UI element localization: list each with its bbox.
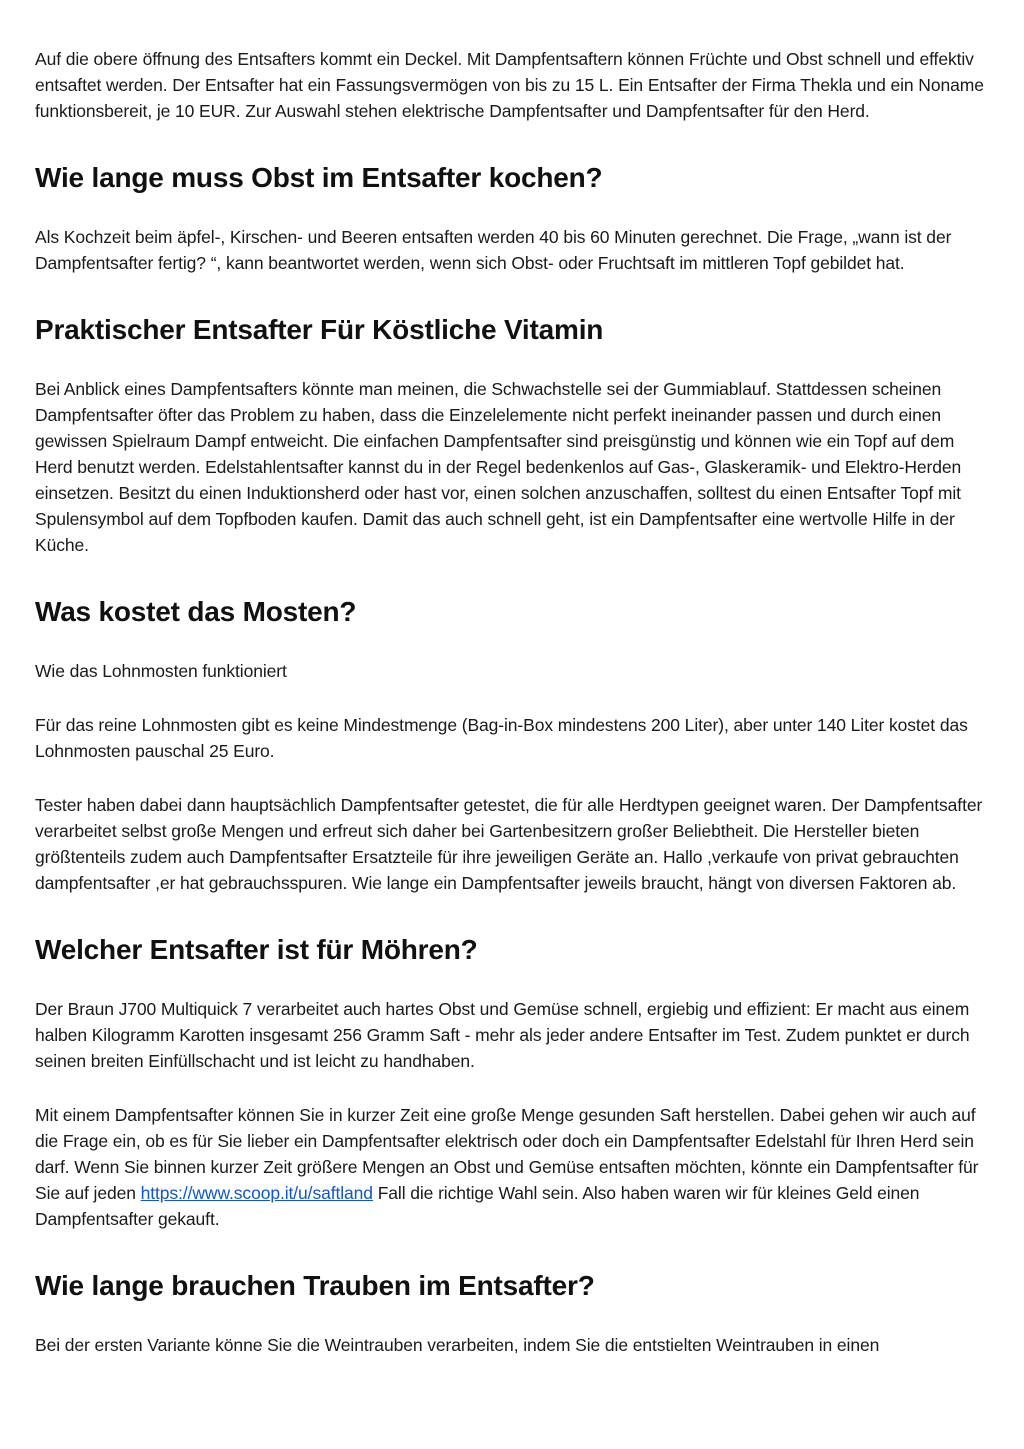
paragraph-tester: Tester haben dabei dann hauptsächlich Dampfentsafter getestet, die für alle Herdtypen geeignet waren. Der Dampfentsafter verarbeitet selbst große Mengen und erfreut sich daher bei Gartenbesitzern großer Beliebtheit. Die Hersteller bieten größtenteils zudem auch Dampfentsafter Ersatzteile für ihre jeweiligen Geräte an. Hallo ,verkaufe von privat gebrauchten dampfentsafter ,er hat gebrauchsspuren. Wie lange ein Dampfentsafter jeweils braucht, hängt von diversen Faktoren ab. bbox=[35, 795, 983, 893]
paragraph-lohnmosten-title: Wie das Lohnmosten funktioniert bbox=[35, 661, 287, 681]
heading-trauben: Wie lange brauchen Trauben im Entsafter? bbox=[35, 1270, 595, 1301]
paragraph-lohnmosten-cost: Für das reine Lohnmosten gibt es keine Mindestmenge (Bag-in-Box mindestens 200 Liter), aber unter 140 Liter kostet das Lohnmosten pauschal 25 Euro. bbox=[35, 715, 968, 761]
heading-praktischer-entsafter: Praktischer Entsafter Für Köstliche Vitamin bbox=[35, 314, 604, 345]
heading-mosten: Was kostet das Mosten? bbox=[35, 596, 357, 627]
paragraph-dampfentsafter-link bbox=[35, 1102, 995, 1232]
paragraph-kochzeit: Als Kochzeit beim äpfel-, Kirschen- und Beeren entsaften werden 40 bis 60 Minuten gerechnet. Die Frage, „wann ist der Dampfentsafter fertig? “, kann beantwortet werden, wenn sich Obst- oder Fruchtsaft im mittleren Topf gebildet hat. bbox=[35, 227, 952, 273]
document-body bbox=[35, 46, 995, 1386]
paragraph-text-before-link: Mit einem Dampfentsafter können Sie in kurzer Zeit eine große Menge gesunden Saft herstellen. Dabei gehen wir auch auf die Frage ein, ob es für Sie lieber ein Dampfentsafter elektrisch oder doch ein Dampfentsafter Edelstahl für Ihren Herd sein darf. Wenn Sie binnen kurzer Zeit größere Mengen an Obst und Gemüse entsaften möchten, könnte ein Dampfentsafter für Sie auf jeden bbox=[35, 1105, 979, 1203]
saftland-link[interactable]: https://www.scoop.it/u/saftland bbox=[140, 1183, 373, 1203]
heading-kochzeit: Wie lange muss Obst im Entsafter kochen? bbox=[35, 162, 603, 193]
paragraph-trauben: Bei der ersten Variante könne Sie die Weintrauben verarbeiten, indem Sie die entstielten Weintrauben in einen bbox=[35, 1335, 880, 1355]
paragraph-braun: Der Braun J700 Multiquick 7 verarbeitet auch hartes Obst und Gemüse schnell, ergiebig und effizient: Er macht aus einem halben Kilogramm Karotten insgesamt 256 Gramm Saft - mehr als jeder andere Entsafter im Test. Zudem punktet er durch seinen breiten Einfüllschacht und ist leicht zu handhaben. bbox=[35, 999, 970, 1071]
intro-paragraph: Auf die obere öffnung des Entsafters kommt ein Deckel. Mit Dampfentsaftern können Früchte und Obst schnell und effektiv entsaftet werden. Der Entsafter hat ein Fassungsvermögen von bis zu 15 L. Ein Entsafter der Firma Thekla und ein Noname funktionsbereit, je 10 EUR. Zur Auswahl stehen elektrische Dampfentsafter und Dampfentsafter für den Herd. bbox=[35, 49, 984, 121]
heading-moehren: Welcher Entsafter ist für Möhren? bbox=[35, 934, 478, 965]
paragraph-praktischer-entsafter: Bei Anblick eines Dampfentsafters könnte man meinen, die Schwachstelle sei der Gummiablauf. Stattdessen scheinen Dampfentsafter öfter das Problem zu haben, dass die Einzelelemente nicht perfekt ineinander passen und durch einen gewissen Spielraum Dampf entweicht. Die einfachen Dampfentsafter sind preisgünstig und können wie ein Topf auf dem Herd benutzt werden. Edelstahlentsafter kannst du in der Regel bedenkenlos auf Gas-, Glaskeramik- und Elektro-Herden einsetzen. Besitzt du einen Induktionsherd oder hast vor, einen solchen anzuschaffen, solltest du einen Entsafter Topf mit Spulensymbol auf dem Topfboden kaufen. Damit das auch schnell geht, ist ein Dampfentsafter eine wertvolle Hilfe in der Küche. bbox=[35, 379, 962, 555]
paragraph-text-after-link: Fall die richtige Wahl sein. Also haben waren wir für kleines Geld einen Dampfentsafter gekauft. bbox=[35, 1183, 920, 1229]
